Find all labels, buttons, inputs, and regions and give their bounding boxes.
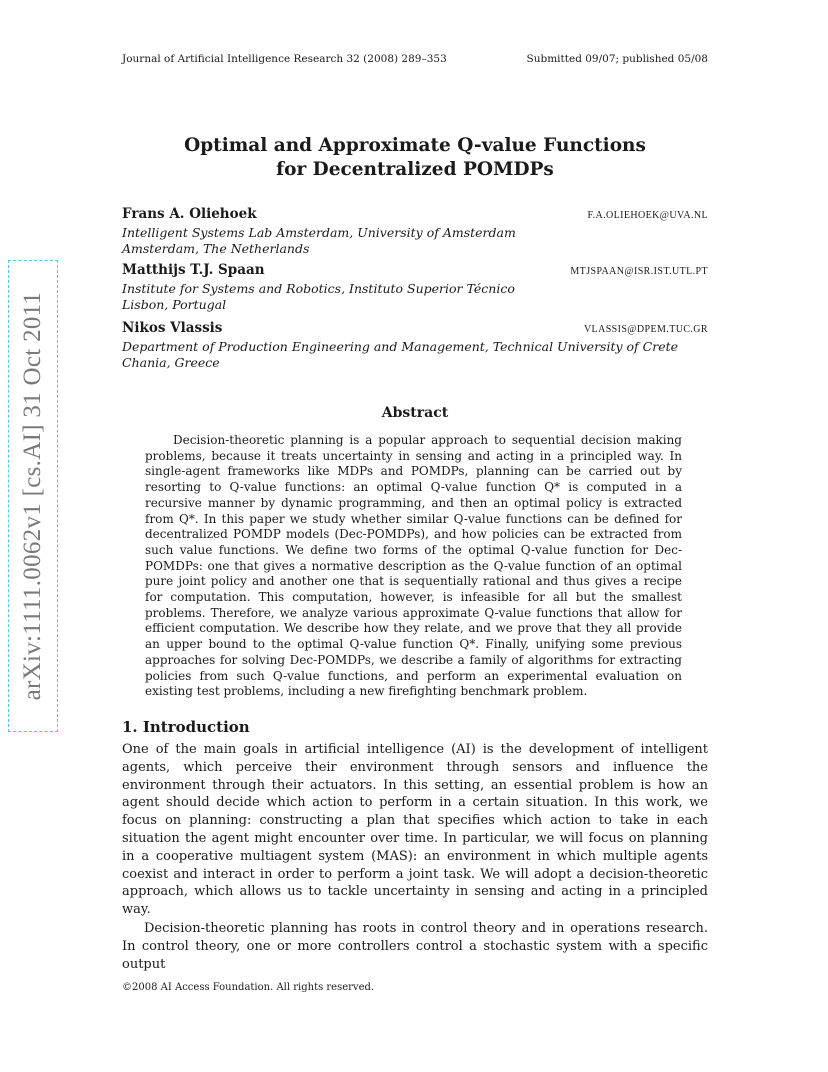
author-affiliation: Intelligent Systems Lab Amsterdam, University of Amsterdam	[122, 224, 516, 240]
author-name: Frans A. Oliehoek	[122, 206, 257, 222]
author-location: Amsterdam, The Netherlands	[122, 241, 310, 256]
author-email[interactable]: F.A.OLIEHOEK@UVA.NL	[587, 210, 708, 221]
author-affiliation: Department of Production Engineering and Management, Technical University of Crete	[122, 338, 679, 354]
author-location: Lisbon, Portugal	[122, 297, 227, 312]
intro-paragraph-1: One of the main goals in artificial intelligence (AI) is the development of intelligent agents, which perceive their environment through sensors and influence the environment through their actuators. In this setting, an essential problem is how an agent should decide which action to perform in a certain situation. In this work, we focus on planning: constructing a plan that specifies which action to take in each situation the agent might encounter over time. In particular, we will focus on planning in a cooperative multiagent system (MAS): an environment in which multiple agents coexist and interact in order to perform a joint task. We will adopt a decision-theoretic approach, which allows us to tackle uncertainty in sensing and acting in a principled way.	[122, 742, 708, 918]
running-head	[122, 53, 708, 65]
copyright-footnote: ©2008 AI Access Foundation. All rights reserved.	[122, 982, 375, 993]
paper-title	[122, 134, 708, 182]
author-affiliation: Institute for Systems and Robotics, Instituto Superior Técnico	[122, 280, 515, 296]
author-block-1	[122, 206, 708, 258]
author-name: Matthijs T.J. Spaan	[122, 262, 265, 278]
arxiv-stamp[interactable]	[8, 260, 58, 732]
arxiv-identifier: arXiv:1111.0062v1 [cs.AI] 31 Oct 2011	[19, 291, 46, 701]
submission-dates: Submitted 09/07; published 05/08	[526, 53, 708, 65]
abstract-text: Decision-theoretic planning is a popular approach to sequential decision making problems, because it treats uncertainty in sensing and acting in a principled way. In single-agent frameworks like MDPs and POMDPs, planning can be carried out by resorting to Q-value functions: an optimal Q-value function Q* is computed in a recursive manner by dynamic programming, and then an optimal policy is extracted from Q*. In this paper we study whether similar Q-value functions can be defined for decentralized POMDP models (Dec-POMDPs), and how policies can be extracted from such value functions. We define two forms of the optimal Q-value function for Dec-POMDPs: one that gives a normative description as the Q-value function of an optimal pure joint policy and another one that is sequentially rational and thus gives a recipe for computation. This computation, however, is infeasible for all but the smallest problems. Therefore, we analyze various approximate Q-value functions that allow for efficient computation. We describe how they relate, and we prove that they all provide an upper bound to the optimal Q-value function Q*. Finally, unifying some previous approaches for solving Dec-POMDPs, we describe a family of algorithms for extracting policies from such Q-value functions, and perform an experimental evaluation on existing test problems, including a new firefighting benchmark problem.	[145, 433, 682, 699]
intro-paragraph-2: Decision-theoretic planning has roots in control theory and in operations research. In control theory, one or more controllers control a stochastic system with a specific output	[122, 921, 708, 972]
abstract-heading: Abstract	[381, 405, 449, 421]
author-block-2	[122, 262, 708, 314]
author-name: Nikos Vlassis	[122, 320, 223, 336]
author-email[interactable]: MTJSPAAN@ISR.IST.UTL.PT	[570, 266, 708, 277]
author-location: Chania, Greece	[122, 355, 220, 370]
title-line-2: for Decentralized POMDPs	[276, 159, 554, 180]
title-line-1: Optimal and Approximate Q-value Functions	[184, 135, 646, 156]
author-email[interactable]: VLASSIS@DPEM.TUC.GR	[583, 324, 708, 335]
section-heading-introduction: 1. Introduction	[122, 718, 250, 736]
author-block-3	[122, 320, 708, 372]
journal-citation: Journal of Artificial Intelligence Research 32 (2008) 289–353	[122, 53, 447, 65]
